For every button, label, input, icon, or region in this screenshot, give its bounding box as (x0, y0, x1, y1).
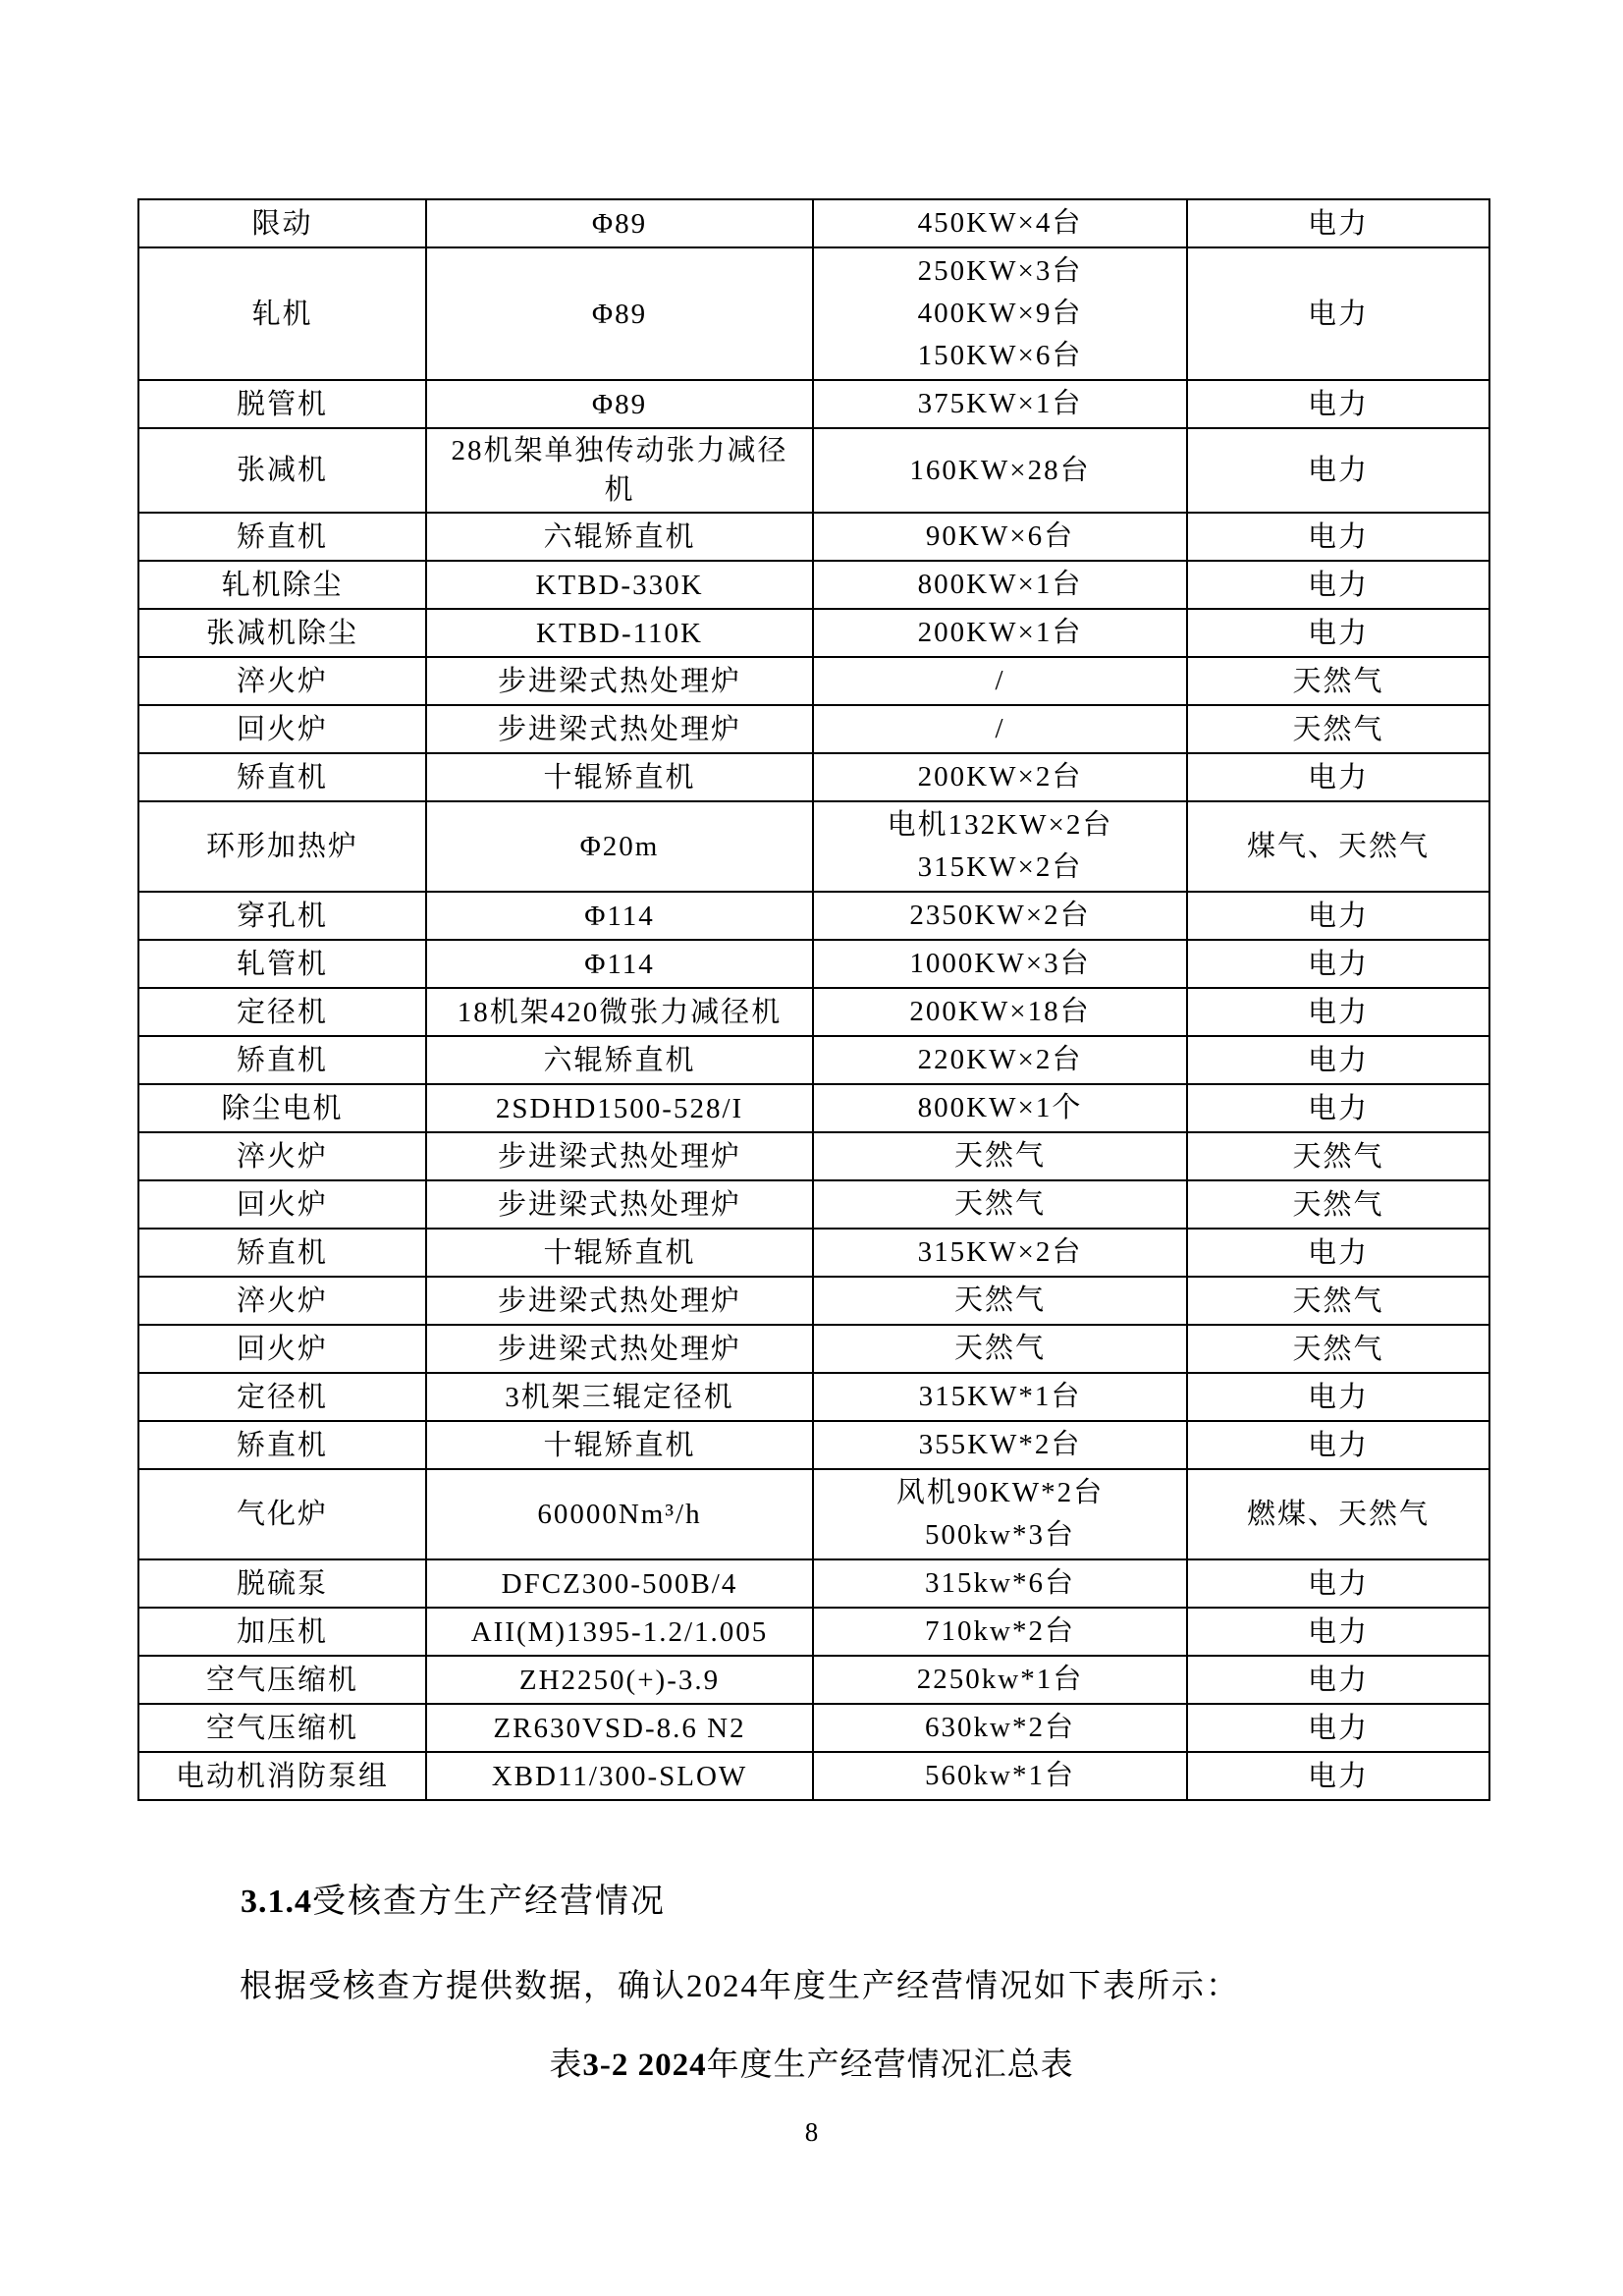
equipment-name-cell: 矫直机 (138, 513, 426, 561)
energy-cell: 电力 (1187, 1559, 1489, 1608)
energy-cell: 电力 (1187, 1608, 1489, 1656)
power-line: 355KW*2台 (918, 1429, 1082, 1460)
power-line: 800KW×1个 (917, 1092, 1083, 1123)
table-row (138, 1559, 1489, 1608)
energy-cell: 天然气 (1187, 1180, 1489, 1229)
model-cell: Φ20m (426, 801, 813, 892)
power-line: 220KW×2台 (917, 1044, 1083, 1075)
table-row (138, 1469, 1489, 1559)
equipment-name-cell: 加压机 (138, 1608, 426, 1656)
equipment-name-cell: 张减机除尘 (138, 609, 426, 657)
table-row (138, 609, 1489, 657)
power-line: 710kw*2台 (925, 1615, 1075, 1647)
model-cell: 步进梁式热处理炉 (426, 1132, 813, 1180)
table-row (138, 1704, 1489, 1752)
power-line: 630kw*2台 (925, 1712, 1075, 1743)
power-cell (813, 561, 1187, 609)
energy-cell: 电力 (1187, 428, 1489, 513)
power-line: 天然气 (953, 1188, 1046, 1220)
table-row (138, 940, 1489, 988)
energy-cell: 电力 (1187, 380, 1489, 428)
power-line: 450KW×4台 (917, 207, 1083, 239)
table-row (138, 1421, 1489, 1469)
table-row (138, 1373, 1489, 1421)
power-line: 315KW×2台 (917, 851, 1083, 883)
model-cell: Φ114 (426, 892, 813, 940)
table-caption (0, 2039, 1623, 2085)
energy-cell: 天然气 (1187, 705, 1489, 753)
energy-cell: 电力 (1187, 247, 1489, 380)
power-line: 风机90KW*2台 (895, 1477, 1105, 1508)
caption-suffix: 年度生产经营情况汇总表 (706, 2048, 1074, 2083)
model-cell: 十辊矫直机 (426, 1229, 813, 1277)
energy-cell: 电力 (1187, 1421, 1489, 1469)
table-row (138, 513, 1489, 561)
table-row (138, 705, 1489, 753)
energy-cell: 电力 (1187, 1704, 1489, 1752)
page-number: 8 (804, 2117, 819, 2147)
table-row (138, 1608, 1489, 1656)
power-line: 500kw*3台 (925, 1519, 1075, 1551)
model-cell: 18机架420微张力减径机 (426, 988, 813, 1036)
power-cell (813, 1656, 1187, 1704)
energy-cell: 电力 (1187, 513, 1489, 561)
table-row (138, 1180, 1489, 1229)
model-cell: ZH2250(+)-3.9 (426, 1656, 813, 1704)
table-row (138, 561, 1489, 609)
energy-cell: 电力 (1187, 199, 1489, 247)
equipment-table-body (138, 199, 1489, 1800)
power-line: 200KW×1台 (917, 617, 1083, 648)
power-cell (813, 1373, 1187, 1421)
table-row (138, 428, 1489, 513)
equipment-name-cell: 矫直机 (138, 1229, 426, 1277)
power-line: 560kw*1台 (925, 1760, 1075, 1791)
power-cell (813, 247, 1187, 380)
power-cell (813, 380, 1187, 428)
caption-number: 3-2 2024 (582, 2048, 707, 2083)
energy-cell: 燃煤、天然气 (1187, 1469, 1489, 1559)
model-cell: 28机架单独传动张力减径机 (426, 428, 813, 513)
power-line: 315KW*1台 (918, 1381, 1082, 1412)
power-line: 150KW×6台 (917, 340, 1083, 371)
equipment-name-cell: 脱硫泵 (138, 1559, 426, 1608)
power-cell (813, 657, 1187, 705)
power-line: 200KW×18台 (909, 996, 1091, 1027)
equipment-name-cell: 矫直机 (138, 753, 426, 801)
power-cell (813, 1559, 1187, 1608)
model-cell: KTBD-330K (426, 561, 813, 609)
model-cell: Φ114 (426, 940, 813, 988)
equipment-name-cell: 环形加热炉 (138, 801, 426, 892)
power-line: 电机132KW×2台 (887, 809, 1113, 841)
energy-cell: 电力 (1187, 753, 1489, 801)
table-row (138, 988, 1489, 1036)
table-row (138, 247, 1489, 380)
power-line: 315KW×2台 (917, 1236, 1083, 1268)
power-cell (813, 1704, 1187, 1752)
power-cell (813, 1036, 1187, 1084)
equipment-name-cell: 淬火炉 (138, 1132, 426, 1180)
model-cell: AII(M)1395-1.2/1.005 (426, 1608, 813, 1656)
table-row (138, 1277, 1489, 1325)
power-cell (813, 1084, 1187, 1132)
energy-cell: 电力 (1187, 940, 1489, 988)
power-cell (813, 1229, 1187, 1277)
energy-cell: 天然气 (1187, 1277, 1489, 1325)
equipment-name-cell: 张减机 (138, 428, 426, 513)
power-line: 天然气 (953, 1333, 1046, 1364)
model-cell: 六辊矫直机 (426, 1036, 813, 1084)
equipment-name-cell: 限动 (138, 199, 426, 247)
model-cell: Φ89 (426, 199, 813, 247)
energy-cell: 天然气 (1187, 657, 1489, 705)
model-cell: 十辊矫直机 (426, 753, 813, 801)
table-row (138, 1132, 1489, 1180)
power-line: 2250kw*1台 (916, 1664, 1084, 1695)
equipment-name-cell: 空气压缩机 (138, 1656, 426, 1704)
model-cell: Φ89 (426, 380, 813, 428)
power-cell (813, 428, 1187, 513)
equipment-name-cell: 矫直机 (138, 1036, 426, 1084)
model-cell: 步进梁式热处理炉 (426, 1277, 813, 1325)
table-row (138, 753, 1489, 801)
power-cell (813, 199, 1187, 247)
equipment-name-cell: 脱管机 (138, 380, 426, 428)
model-cell: XBD11/300-SLOW (426, 1752, 813, 1800)
model-cell: 六辊矫直机 (426, 513, 813, 561)
table-row (138, 1036, 1489, 1084)
energy-cell: 天然气 (1187, 1325, 1489, 1373)
power-cell (813, 1752, 1187, 1800)
caption-prefix: 表 (549, 2048, 583, 2083)
table-row (138, 1752, 1489, 1800)
table-row (138, 1084, 1489, 1132)
body-paragraph: 根据受核查方提供数据，确认2024年度生产经营情况如下表所示： (240, 1969, 1240, 2004)
model-cell: ZR630VSD-8.6 N2 (426, 1704, 813, 1752)
power-cell (813, 1469, 1187, 1559)
power-cell (813, 1180, 1187, 1229)
power-cell (813, 801, 1187, 892)
power-line: / (995, 713, 1005, 744)
power-line: 1000KW×3台 (909, 948, 1091, 979)
section-number: 3.1.4 (241, 1884, 312, 1920)
equipment-name-cell: 除尘电机 (138, 1084, 426, 1132)
section-heading (0, 1874, 1623, 1922)
equipment-name-cell: 淬火炉 (138, 1277, 426, 1325)
table-row (138, 380, 1489, 428)
power-line: 250KW×3台 (917, 255, 1083, 287)
power-cell (813, 1277, 1187, 1325)
power-cell (813, 940, 1187, 988)
power-line: 天然气 (953, 1140, 1046, 1172)
table-row (138, 801, 1489, 892)
power-cell (813, 1132, 1187, 1180)
table-row (138, 1325, 1489, 1373)
power-cell (813, 609, 1187, 657)
equipment-name-cell: 轧机 (138, 247, 426, 380)
equipment-name-cell: 电动机消防泵组 (138, 1752, 426, 1800)
power-cell (813, 1608, 1187, 1656)
energy-cell: 电力 (1187, 1752, 1489, 1800)
model-cell: 步进梁式热处理炉 (426, 1180, 813, 1229)
equipment-name-cell: 回火炉 (138, 705, 426, 753)
model-cell: 60000Nm³/h (426, 1469, 813, 1559)
energy-cell: 煤气、天然气 (1187, 801, 1489, 892)
energy-cell: 天然气 (1187, 1132, 1489, 1180)
model-cell: KTBD-110K (426, 609, 813, 657)
equipment-table (137, 198, 1490, 1801)
power-cell (813, 753, 1187, 801)
energy-cell: 电力 (1187, 1229, 1489, 1277)
model-cell: 十辊矫直机 (426, 1421, 813, 1469)
model-cell: 3机架三辊定径机 (426, 1373, 813, 1421)
equipment-name-cell: 空气压缩机 (138, 1704, 426, 1752)
energy-cell: 电力 (1187, 609, 1489, 657)
model-cell: DFCZ300-500B/4 (426, 1559, 813, 1608)
power-line: 160KW×28台 (909, 454, 1091, 486)
power-line: 天然气 (953, 1285, 1046, 1316)
power-line: 200KW×2台 (917, 761, 1083, 793)
model-cell: 步进梁式热处理炉 (426, 1325, 813, 1373)
power-cell (813, 892, 1187, 940)
power-cell (813, 988, 1187, 1036)
energy-cell: 电力 (1187, 1373, 1489, 1421)
power-cell (813, 1421, 1187, 1469)
power-cell (813, 1325, 1187, 1373)
equipment-name-cell: 回火炉 (138, 1180, 426, 1229)
power-cell (813, 705, 1187, 753)
energy-cell: 电力 (1187, 1656, 1489, 1704)
power-cell (813, 513, 1187, 561)
table-row (138, 199, 1489, 247)
model-cell: 步进梁式热处理炉 (426, 657, 813, 705)
equipment-name-cell: 轧机除尘 (138, 561, 426, 609)
power-line: 315kw*6台 (925, 1567, 1075, 1599)
power-line: 800KW×1台 (917, 569, 1083, 600)
equipment-name-cell: 气化炉 (138, 1469, 426, 1559)
energy-cell: 电力 (1187, 1036, 1489, 1084)
equipment-name-cell: 淬火炉 (138, 657, 426, 705)
power-line: / (995, 665, 1005, 696)
equipment-name-cell: 定径机 (138, 1373, 426, 1421)
model-cell: 2SDHD1500-528/I (426, 1084, 813, 1132)
section-title: 受核查方生产经营情况 (312, 1884, 666, 1920)
table-row (138, 892, 1489, 940)
power-line: 90KW×6台 (925, 520, 1075, 552)
table-row (138, 657, 1489, 705)
equipment-name-cell: 轧管机 (138, 940, 426, 988)
model-cell: Φ89 (426, 247, 813, 380)
equipment-name-cell: 定径机 (138, 988, 426, 1036)
power-line: 400KW×9台 (917, 298, 1083, 329)
energy-cell: 电力 (1187, 892, 1489, 940)
power-line: 2350KW×2台 (909, 900, 1091, 931)
energy-cell: 电力 (1187, 561, 1489, 609)
energy-cell: 电力 (1187, 988, 1489, 1036)
energy-cell: 电力 (1187, 1084, 1489, 1132)
equipment-name-cell: 矫直机 (138, 1421, 426, 1469)
equipment-name-cell: 回火炉 (138, 1325, 426, 1373)
equipment-name-cell: 穿孔机 (138, 892, 426, 940)
table-row (138, 1229, 1489, 1277)
table-row (138, 1656, 1489, 1704)
power-line: 375KW×1台 (917, 388, 1083, 419)
model-cell: 步进梁式热处理炉 (426, 705, 813, 753)
